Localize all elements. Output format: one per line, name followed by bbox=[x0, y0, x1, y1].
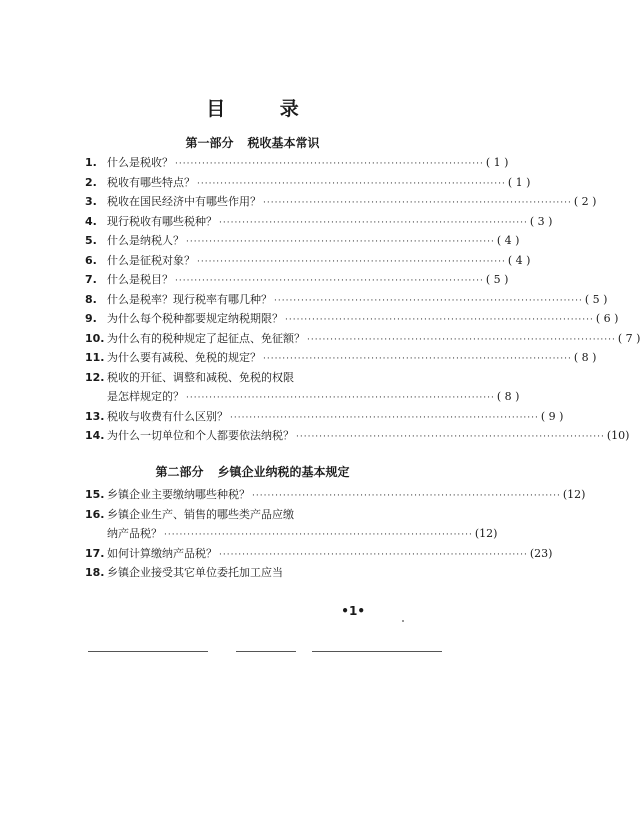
page-title: 目 录 bbox=[206, 98, 323, 120]
toc-entry-title: 什么是税目？ bbox=[107, 273, 173, 286]
toc-entry-page: ( 7 ) bbox=[617, 331, 640, 345]
toc-entry-number: 18. bbox=[85, 566, 105, 579]
toc-entry bbox=[85, 506, 390, 524]
toc-entry bbox=[85, 232, 520, 250]
toc-entry-page: (10) bbox=[606, 429, 630, 442]
toc-entry bbox=[85, 154, 509, 172]
toc-entry bbox=[85, 310, 619, 328]
toc-leader-dots: ················································································ bbox=[197, 178, 506, 189]
toc-entry-page: ( 1 ) bbox=[507, 175, 531, 189]
toc-entry-page: (12) bbox=[562, 488, 586, 501]
toc-entry-page: ( 8 ) bbox=[573, 351, 597, 364]
toc-entry-number: 6. bbox=[85, 253, 97, 267]
toc-entry-number: 17. bbox=[85, 546, 105, 560]
toc-entry-title: 为什么一切单位和个人都要依法纳税？ bbox=[107, 429, 294, 442]
toc-entry bbox=[85, 408, 564, 426]
toc-entry-page: ( 6 ) bbox=[595, 312, 619, 325]
section-heading-part1 bbox=[0, 134, 505, 151]
toc-entry-title: 如何计算缴纳产品税？ bbox=[107, 546, 217, 560]
toc-entry-page: ( 4 ) bbox=[507, 253, 531, 267]
toc-entry-number: 15. bbox=[85, 488, 105, 501]
part2-heading: 乡镇企业纳税的基本规定 bbox=[217, 465, 350, 479]
toc-entry bbox=[85, 271, 509, 289]
toc-entry-number: 2. bbox=[85, 175, 97, 189]
toc-entry bbox=[85, 486, 586, 504]
toc-entry-page: ( 8 ) bbox=[496, 390, 520, 403]
toc-entry-title: 税收有哪些特点？ bbox=[107, 175, 195, 189]
toc-entry-page: ( 5 ) bbox=[485, 273, 509, 286]
toc-entry-number: 16. bbox=[85, 507, 105, 521]
toc-leader-dots: ················································································ bbox=[307, 334, 616, 345]
toc-entry-number: 9. bbox=[85, 312, 97, 325]
toc-leader-dots: ················································································ bbox=[230, 412, 539, 423]
toc-entry-number: 7. bbox=[85, 273, 97, 286]
toc-entry-number: 1. bbox=[85, 156, 97, 169]
part2-label: 第二部分 bbox=[155, 465, 204, 479]
toc-leader-dots: ················································································ bbox=[285, 315, 594, 325]
toc-entry-number: 14. bbox=[85, 429, 105, 442]
toc-leader-dots: ················································································ bbox=[252, 491, 561, 501]
toc-entry-page: ( 4 ) bbox=[496, 234, 520, 247]
part1-label: 第一部分 bbox=[185, 136, 234, 150]
toc-entry-title: 纳产品税？ bbox=[107, 527, 162, 540]
scan-rule-left bbox=[88, 651, 208, 652]
toc-entry-page: (23) bbox=[529, 546, 553, 560]
toc-entry-page: ( 1 ) bbox=[485, 156, 509, 169]
toc-entry-number: 8. bbox=[85, 292, 97, 306]
toc-leader-dots: ················································································ bbox=[263, 198, 572, 208]
toc-entry-title: 什么是税率？现行税率有哪几种？ bbox=[107, 292, 272, 306]
toc-entry-page: ( 2 ) bbox=[573, 195, 597, 208]
toc-entry-number: 13. bbox=[85, 409, 105, 423]
toc-entry-page: ( 9 ) bbox=[540, 409, 564, 423]
toc-entry-title: 乡镇企业生产、销售的哪些类产品应缴 bbox=[107, 507, 294, 521]
toc-leader-dots: ················································································ bbox=[219, 549, 528, 560]
toc-entry-title: 乡镇企业接受其它单位委托加工应当 bbox=[107, 566, 283, 579]
toc-entry bbox=[85, 330, 640, 348]
toc-leader-dots: ················································································ bbox=[175, 159, 484, 169]
toc-entry-title: 什么是纳税人？ bbox=[107, 234, 184, 247]
toc-entry-title: 是怎样规定的？ bbox=[107, 390, 184, 403]
toc-entry-title: 乡镇企业主要缴纳哪些种税？ bbox=[107, 488, 250, 501]
toc-entry-title: 什么是税收？ bbox=[107, 156, 173, 169]
toc-leader-dots: ················································································ bbox=[164, 530, 473, 540]
scan-speck bbox=[402, 620, 404, 622]
section-heading-part2 bbox=[0, 463, 505, 480]
toc-entry-page: ( 5 ) bbox=[584, 292, 608, 306]
toc-entry bbox=[85, 349, 597, 367]
toc-leader-dots: ················································································ bbox=[186, 393, 495, 403]
scan-rule-right bbox=[312, 651, 442, 652]
toc-entry-page: (12) bbox=[474, 527, 498, 540]
toc-entry bbox=[85, 427, 630, 445]
toc-leader-dots: ················································································ bbox=[197, 256, 506, 267]
toc-entry-number: 5. bbox=[85, 234, 97, 247]
toc-entry-number: 11. bbox=[85, 351, 105, 364]
toc-entry-title: 为什么有的税种规定了起征点、免征额？ bbox=[107, 331, 305, 345]
toc-leader-dots: ················································································ bbox=[175, 276, 484, 286]
toc-leader-dots: ················································································ bbox=[296, 432, 605, 442]
toc-entry bbox=[85, 193, 597, 211]
toc-entry-title: 税收的开征、调整和减税、免税的权限 bbox=[107, 370, 294, 384]
toc-entry bbox=[85, 174, 531, 192]
toc-entry bbox=[85, 388, 520, 406]
toc-leader-dots: ················································································ bbox=[263, 354, 572, 364]
page-number: •1• bbox=[341, 604, 365, 618]
toc-leader-dots: ················································································ bbox=[219, 217, 528, 228]
toc-entry bbox=[85, 369, 390, 387]
scan-rule-mid bbox=[236, 651, 296, 652]
toc-entry-title: 为什么每个税种都要规定纳税期限？ bbox=[107, 312, 283, 325]
toc-entry-number: 12. bbox=[85, 370, 105, 384]
toc-entry bbox=[85, 252, 531, 270]
toc-entry-title: 现行税收有哪些税种？ bbox=[107, 214, 217, 228]
toc-leader-dots: ················································································ bbox=[186, 237, 495, 247]
toc-entry-page: ( 3 ) bbox=[529, 214, 553, 228]
toc-entry bbox=[85, 545, 553, 563]
toc-entry-title: 税收与收费有什么区别？ bbox=[107, 409, 228, 423]
toc-entry bbox=[85, 525, 498, 543]
toc-entry-number: 3. bbox=[85, 195, 97, 208]
toc-entry bbox=[85, 564, 390, 582]
toc-entry bbox=[85, 291, 608, 309]
toc-entry-title: 税收在国民经济中有哪些作用？ bbox=[107, 195, 261, 208]
toc-leader-dots: ················································································ bbox=[274, 295, 583, 306]
toc-entry-number: 10. bbox=[85, 331, 105, 345]
toc-entry bbox=[85, 213, 553, 231]
toc-entry-title: 什么是征税对象？ bbox=[107, 253, 195, 267]
toc-entry-title: 为什么要有减税、免税的规定？ bbox=[107, 351, 261, 364]
part1-heading: 税收基本常识 bbox=[247, 136, 320, 150]
toc-entry-number: 4. bbox=[85, 214, 97, 228]
